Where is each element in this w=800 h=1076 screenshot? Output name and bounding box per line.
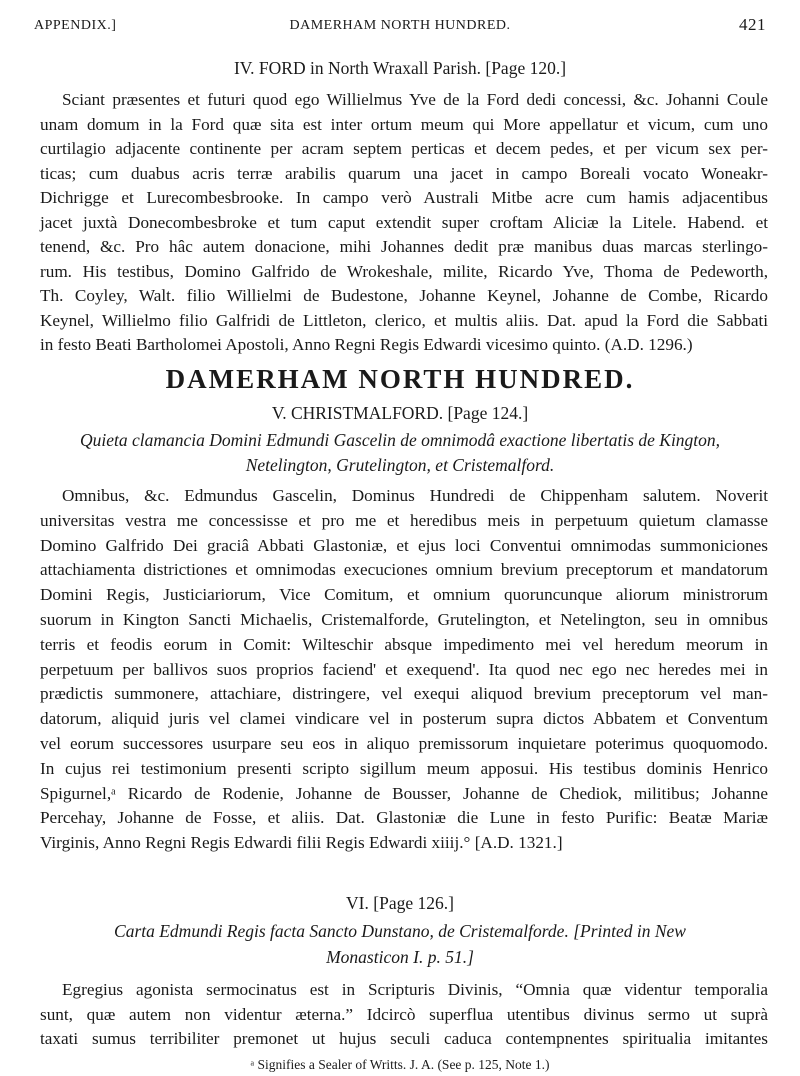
text-line: attachiamenta districtiones et omnimodas execuciones omnium brevium preceptorum et mandatorum xyxy=(40,560,768,580)
text-line: Domino Galfrido Dei graciâ Abbati Glastoniæ, et ejus loci Conventui omnimodas summoniciones xyxy=(40,535,768,555)
page-number: 421 xyxy=(739,15,766,34)
section-v-subtitle-1: Quieta clamancia Domini Edmundi Gascelin de omnimodâ exactione libertatis de Kington, xyxy=(79,430,721,450)
section-vi-subtitle-1: Carta Edmundi Regis facta Sancto Dunstano, de Cristemalforde. [Printed in New xyxy=(114,921,686,941)
text-line: datorum, aliquid juris vel clamei vindicare vel in posterum supra dictos Abbatem et Conventum xyxy=(40,709,768,729)
text-line: In cujus rei testimonium presenti scripto sigillum meum apposui. His testibus dominis Henrico xyxy=(40,758,768,778)
text-line: curtilagio adjacente continente per acram septem perticas et decem pedes, et per vicum sex per- xyxy=(40,139,768,158)
text-line: taxati sumus terribiliter premonet ut hujus seculi caduca contempnentes spiritualia imitantes xyxy=(40,1029,768,1048)
text-line: vel eorum successores usurpare seu eos in aliquo premissorum inquietare poterimus quoquomodo. xyxy=(40,734,768,753)
text-line: Keynel, Willielmo filio Galfridi de Littleton, clerico, et multis aliis. Dat. apud la Ford die Sabbati xyxy=(40,310,768,330)
section-iv-heading: IV. FORD in North Wraxall Parish. [Page 120.] xyxy=(233,58,567,78)
footnote: ᵃ Signifies a Sealer of Writts. J. A. (See p. 125, Note 1.) xyxy=(250,1057,550,1072)
section-vi-heading: VI. [Page 126.] xyxy=(346,893,454,913)
text-line: unam domum in la Ford quæ sita est inter ortum meum qui More appellatur et vicum, cum uno xyxy=(40,114,768,134)
text-line: sunt, quæ autem non videntur æterna.” Idcircò superflua utentibus divinus sermo ut suprà xyxy=(40,1004,768,1024)
text-line: Omnibus, &c. Edmundus Gascelin, Dominus Hundredi de Chippenham salutem. Noverit xyxy=(62,486,768,505)
text-line: prædictis summonere, attachiare, distringere, vel exequi aliquod brevium preceptorum vel man- xyxy=(40,684,768,704)
text-line: Th. Coyley, Walt. filio Willielmi de Budestone, Johanne Keynel, Johanne de Combe, Ricardo xyxy=(40,286,768,305)
text-line: Egregius agonista sermocinatus est in Scripturis Divinis, “Omnia quæ videntur temporalia xyxy=(62,980,768,999)
text-line: Sciant præsentes et futuri quod ego Willielmus Yve de la Ford dedi concessi, &c. Johanni Coule xyxy=(62,90,768,109)
header-left: APPENDIX.] xyxy=(34,18,117,33)
section-v-heading: V. CHRISTMALFORD. [Page 124.] xyxy=(271,403,529,423)
text-line: Domini Regis, Justiciariorum, Vice Comitum, et omnium quoruncunque aliorum ministrorum xyxy=(40,585,768,605)
text-line: terris et feodis eorum in Comit: Wilteschir absque impedimento mei vel heredum meorum in xyxy=(40,634,768,654)
text-line: Dichrigge et Lurecombesbrooke. In campo verò Australi Mitbe acre cum hamis adjacentibus xyxy=(40,188,768,207)
section-v-subtitle-2: Netelington, Grutelington, et Cristemalford. xyxy=(245,455,555,475)
text-line: tenend, &c. Pro hâc autem donacione, mihi Johannes dedit præ manibus duas marcas sterlingo- xyxy=(40,237,768,256)
text-line: in festo Beati Bartholomei Apostoli, Anno Regni Regis Edwardi vicesimo quinto. (A.D. 1296.) xyxy=(40,335,693,354)
text-line: universitas vestra me concessisse et pro me et heredibus meis in perpetuum quietum clamasse xyxy=(40,510,768,530)
main-title: DAMERHAM NORTH HUNDRED. xyxy=(165,364,635,394)
text-line: Spigurnel,ᵃ Ricardo de Rodenie, Johanne de Bousser, Johanne de Chediok, militibus; Johanne xyxy=(40,783,768,803)
header-center: DAMERHAM NORTH HUNDRED. xyxy=(289,18,511,33)
text-line: jacet juxtà Donecombesbroke et tum caput extendit super croftam Aliciæ la Litele. Habend. et xyxy=(40,212,768,232)
text-line: suorum in Kington Sancti Michaelis, Cristemalforde, Grutelington, et Netelington, seu in omnibus xyxy=(40,610,768,629)
text-line: Percehay, Johanne de Fosse, et aliis. Dat. Glastoniæ die Lune in festo Purific: Beatæ Mariæ xyxy=(40,808,768,828)
text-line: perpetuum per ballivos suos proprios faciend' et exequend'. Ita quod nec ego nec heredes mei in xyxy=(40,659,768,679)
section-vi-subtitle-2: Monasticon I. p. 51.] xyxy=(326,947,474,967)
text-line: Virginis, Anno Regni Regis Edwardi filii Regis Edwardi xiiij.° [A.D. 1321.] xyxy=(40,833,563,853)
text-line: ticas; cum duabus acris terræ arabilis quarum una jacet in campo Boreali vocato Woneakr- xyxy=(40,163,768,183)
text-line: rum. His testibus, Domino Galfrido de Wrokeshale, milite, Ricardo Yve, Thoma de Pedeworth, xyxy=(40,261,768,281)
